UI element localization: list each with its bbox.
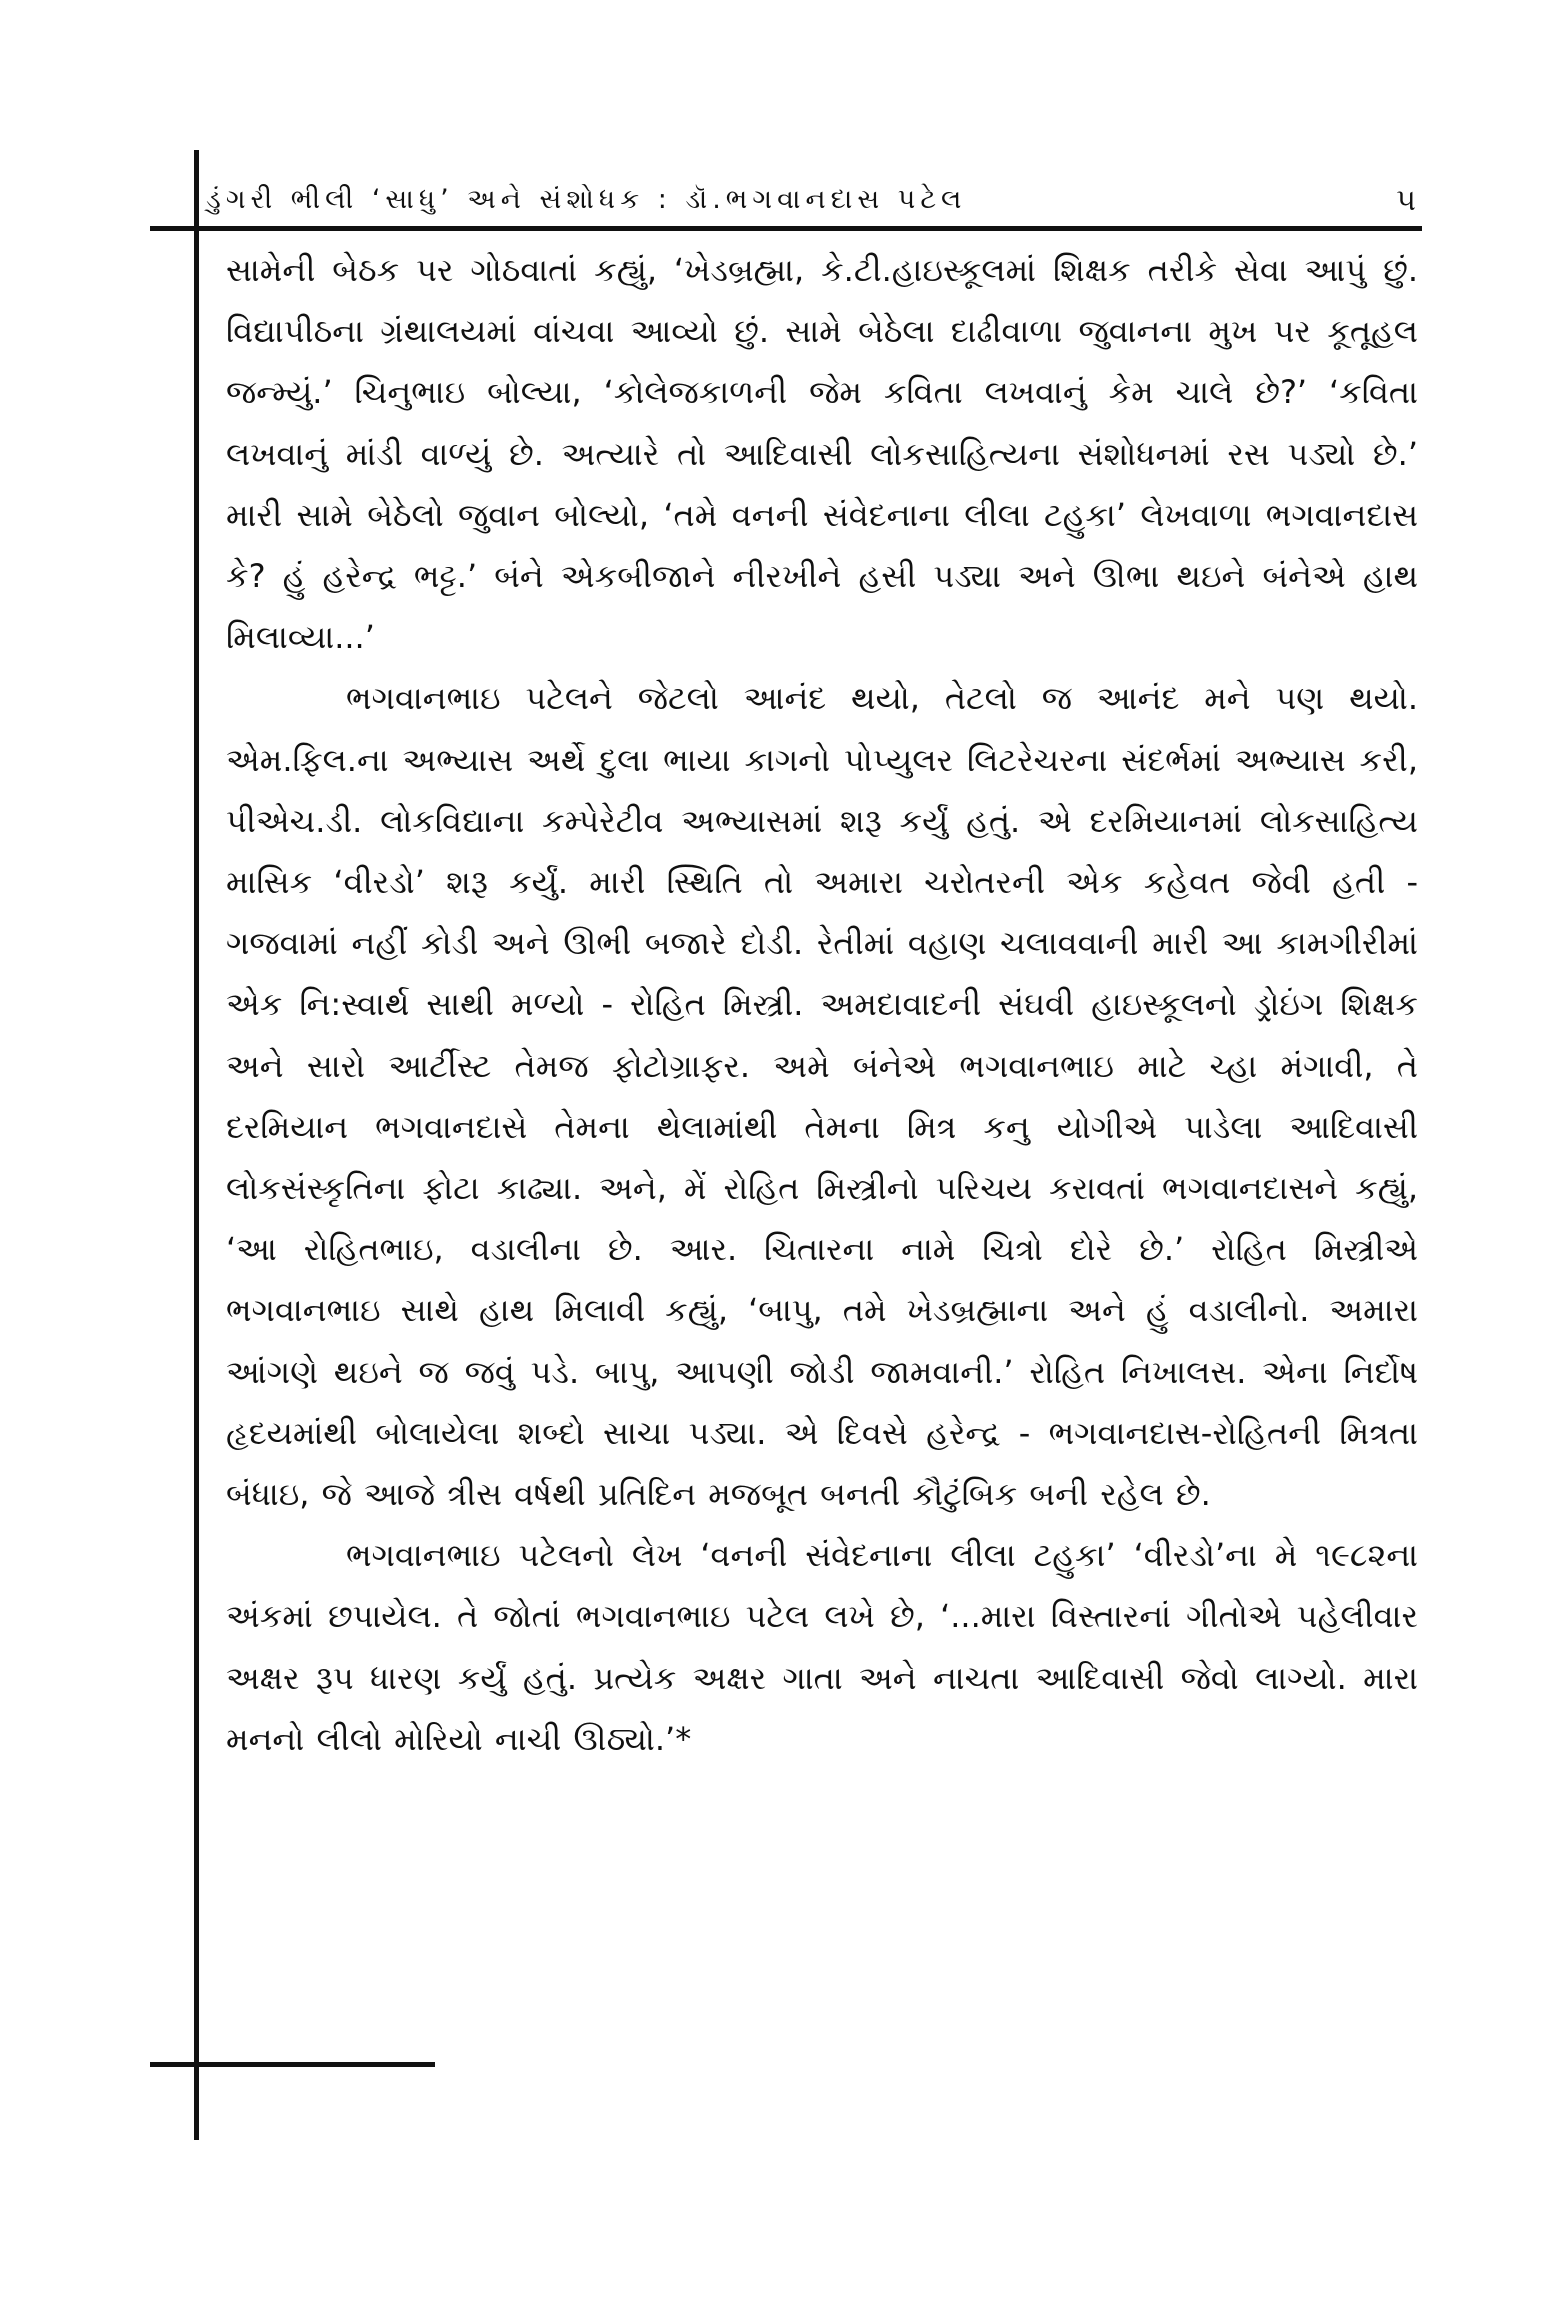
paragraph: ભગવાનભાઇ પટેલને જેટલો આનંદ થયો, તેટલો જ આનંદ મને પણ થયો. એમ.ફિલ.ના અભ્યાસ અર્થે દુલા ભાયા કાગનો પોપ્યુલર લિટરેચરના સંદર્ભમાં અભ્યાસ કરી, પીએચ.ડી. લોકવિદ્યાના કમ્પેરેટીવ અભ્યાસમાં શરૂ કર્યું હતું. એ દરમિયાનમાં લોકસાહિત્ય માસિક ‘વીરડો’ શરૂ કર્યું. મારી સ્થિતિ તો અમારા ચરોતરની એક કહેવત જેવી હતી - ગજવામાં નહીં કોડી અને ઊભી બજારે દોડી. રેતીમાં વહાણ ચલાવવાની મારી આ કામગીરીમાં એક નિ:સ્વાર્થ સાથી મળ્યો - રોહિત મિસ્ત્રી. અમદાવાદની સંઘવી હાઇસ્કૂલનો ડ્રોઇંગ શિક્ષક અને સારો આર્ટીસ્ટ તેમજ ફોટોગ્રાફર. અમે બંનેએ ભગવાનભાઇ માટે ચ્હા મંગાવી, તે દરમિયાન ભગવાનદાસે તેમના થેલામાંથી તેમના મિત્ર કનુ યોગીએ પાડેલા આદિવાસી લોકસંસ્કૃતિના ફોટા કાઢ્યા. અને, મેં રોહિત મિસ્ત્રીનો પરિચય કરાવતાં ભગવાનદાસને કહ્યું, ‘આ રોહિતભાઇ, વડાલીના છે. આર. ચિતારના નામે ચિત્રો દોરે છે.’ રોહિત મિસ્ત્રીએ ભગવાનભાઇ સાથે હાથ મિલાવી કહ્યું, ‘બાપુ, તમે ખેડબ્રહ્માના અને હું વડાલીનો. અમારા આંગણે થઇને જ જવું પડે. બાપુ, આપણી જોડી જામવાની.’ રોહિત નિખાલસ. એના નિર્દોષ હૃદયમાંથી બોલાયેલા શબ્દો સાચા પડ્યા. એ દિવસે હરેન્દ્ર - ભગવાનદાસ-રોહિતની મિત્રતા બંધાઇ, જે આજે ત્રીસ વર્ષથી પ્રતિદિન મજબૂત બનતી કૌટુંબિક બની રહેલ છે.	[226, 679, 1418, 1514]
paragraph: ભગવાનભાઇ પટેલનો લેખ ‘વનની સંવેદનાના લીલા ટહુકા’ ‘વીરડો’ના મે ૧૯૮૨ના અંકમાં છપાયેલ. તે જોતાં ભગવાનભાઇ પટેલ લખે છે, ‘...મારા વિસ્તારનાં ગીતોએ પહેલીવાર અક્ષર રૂપ ધારણ કર્યું હતું. પ્રત્યેક અક્ષર ગાતા અને નાચતા આદિવાસી જેવો લાગ્યો. મારા મનનો લીલો મોરિયો નાચી ઊઠ્યો.’*	[226, 1536, 1418, 1758]
footer-rule	[150, 2062, 435, 2067]
running-title: ડુંગરી ભીલી ‘સાધુ’ અને સંશોધક : ડૉ.ભગવાનદાસ પટેલ	[206, 184, 967, 215]
page-number: ૫	[1396, 182, 1416, 218]
header-rule	[150, 226, 1422, 231]
page-header	[206, 178, 1422, 222]
left-margin-rule	[194, 150, 199, 2140]
body-text	[226, 240, 1418, 1770]
paragraph: સામેની બેઠક પર ગોઠવાતાં કહ્યું, ‘ખેડબ્રહ્મા, કે.ટી.હાઇસ્કૂલમાં શિક્ષક તરીકે સેવા આપું છું. વિદ્યાપીઠના ગ્રંથાલયમાં વાંચવા આવ્યો છું. સામે બેઠેલા દાઢીવાળા જુવાનના મુખ પર કૂતૂહલ જન્મ્યું.’ ચિનુભાઇ બોલ્યા, ‘કોલેજકાળની જેમ કવિતા લખવાનું કેમ ચાલે છે?’ ‘કવિતા લખવાનું માંડી વાળ્યું છે. અત્યારે તો આદિવાસી લોકસાહિત્યના સંશોધનમાં રસ પડ્યો છે.’ મારી સામે બેઠેલો જુવાન બોલ્યો, ‘તમે વનની સંવેદનાના લીલા ટહુકા’ લેખવાળા ભગવાનદાસ કે? હું હરેન્દ્ર ભટ્ટ.’ બંને એકબીજાને નીરખીને હસી પડ્યા અને ઊભા થઇને બંનેએ હાથ મિલાવ્યા...’	[226, 251, 1418, 657]
